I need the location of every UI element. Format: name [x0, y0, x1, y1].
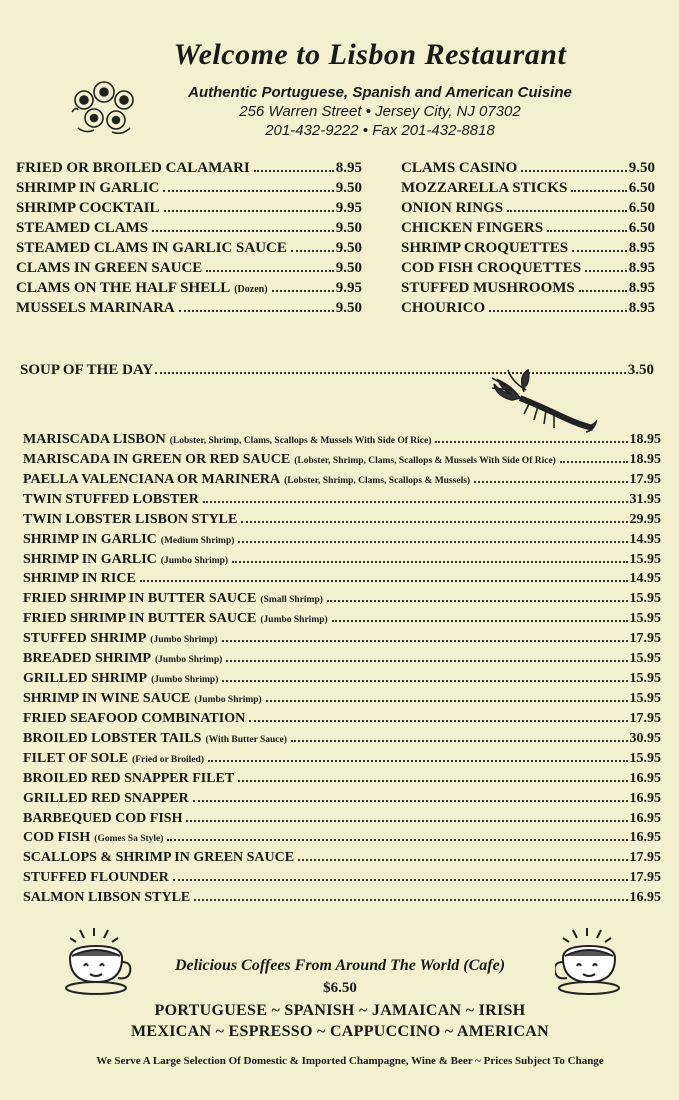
item-price: 8.95: [628, 260, 655, 276]
item-price: 9.95: [335, 200, 362, 216]
item-name: BREADED SHRIMP: [23, 651, 151, 667]
item-price: 8.95: [335, 160, 362, 176]
menu-item-row: [16, 240, 362, 260]
item-price: 30.95: [629, 730, 661, 746]
item-name: ONION RINGS: [401, 200, 504, 216]
item-name: TWIN STUFFED LOBSTER: [23, 491, 199, 507]
item-note: (Small Shrimp): [260, 595, 323, 606]
menu-item-row: [23, 751, 661, 771]
item-note: (Jumbo Shrimp): [151, 675, 219, 686]
page-title: Welcome to Lisbon Restaurant: [173, 38, 567, 71]
dot-leader: [291, 740, 628, 742]
menu-item-row: [23, 731, 661, 751]
item-price: 8.95: [628, 300, 655, 316]
item-price: 3.50: [627, 362, 654, 378]
item-name: GRILLED RED SNAPPER: [23, 790, 189, 806]
item-note: (Medium Shrimp): [160, 535, 235, 546]
coffee-types-line-2: MEXICAN ~ ESPRESSO ~ CAPPUCCINO ~ AMERICAN: [130, 1023, 550, 1040]
dot-leader: [152, 230, 334, 232]
item-price: 17.95: [629, 850, 661, 866]
item-price: 16.95: [629, 810, 661, 826]
dot-leader: [298, 859, 627, 861]
dot-leader: [226, 660, 627, 662]
menu-item-row: [16, 200, 362, 220]
item-price: 14.95: [629, 571, 661, 587]
item-name: SHRIMP COCKTAIL: [16, 200, 160, 216]
item-name: CHOURICO: [401, 300, 486, 316]
menu-item-row: [23, 532, 661, 552]
item-price: 16.95: [629, 830, 661, 846]
item-name: FRIED SEAFOOD COMBINATION: [23, 710, 246, 726]
dot-leader: [194, 899, 627, 901]
item-name: STEAMED CLAMS: [16, 220, 149, 236]
dot-leader: [474, 481, 627, 483]
dot-leader: [521, 170, 626, 172]
item-name: MUSSELS MARINARA: [16, 300, 175, 316]
item-price: 6.50: [628, 200, 655, 216]
item-note: (Gomes Sa Style): [94, 834, 164, 845]
menu-item-row: [16, 180, 362, 200]
menu-item-row: [23, 472, 661, 492]
menu-item-row: [401, 260, 655, 280]
item-note: (Jumbo Shrimp): [154, 655, 223, 666]
item-name: FRIED SHRIMP IN BUTTER SAUCE: [23, 611, 257, 627]
item-name: PAELLA VALENCIANA OR MARINERA: [23, 471, 281, 487]
lobster-icon: [490, 368, 600, 440]
item-name: FRIED OR BROILED CALAMARI: [16, 160, 250, 176]
dot-leader: [571, 190, 626, 192]
item-price: 9.95: [335, 280, 362, 296]
item-price: 17.95: [629, 631, 661, 647]
item-name: STUFFED SHRIMP: [23, 631, 147, 647]
dot-leader: [206, 270, 333, 272]
dot-leader: [560, 461, 628, 463]
dot-leader: [507, 210, 627, 212]
item-name: MARISCADA LISBON: [23, 432, 166, 447]
item-name: TWIN LOBSTER LISBON STYLE: [23, 511, 238, 527]
dot-leader: [173, 879, 628, 881]
menu-item-row: [23, 890, 661, 910]
coffee-price: $6.50: [323, 980, 357, 996]
dot-leader: [222, 640, 628, 642]
item-price: 9.50: [335, 240, 362, 256]
dot-leader: [232, 561, 627, 563]
item-name: SOUP OF THE DAY: [20, 362, 154, 378]
item-note: (Jumbo Shrimp): [160, 555, 229, 566]
item-price: 17.95: [629, 870, 661, 886]
item-name: FILET OF SOLE: [23, 750, 129, 766]
menu-item-row: [401, 240, 655, 260]
item-price: 15.95: [629, 671, 661, 687]
item-name: MOZZARELLA STICKS: [401, 180, 568, 196]
item-price: 15.95: [629, 690, 661, 706]
item-name: COD FISH: [23, 830, 91, 846]
dot-leader: [208, 760, 628, 762]
item-name: SHRIMP IN GARLIC: [16, 180, 160, 196]
item-name: SHRIMP IN WINE SAUCE: [23, 690, 191, 706]
item-price: 8.95: [628, 240, 655, 256]
menu-item-row: [401, 200, 655, 220]
item-price: 18.95: [629, 432, 661, 447]
dot-leader: [272, 290, 334, 292]
item-price: 16.95: [629, 790, 661, 806]
menu-item-row: [23, 571, 661, 591]
menu-item-row: [23, 452, 661, 472]
menu-item-row: [401, 220, 655, 240]
item-price: 29.95: [629, 511, 661, 527]
item-price: 9.50: [628, 160, 655, 176]
item-note: (Lobster, Shrimp, Clams, Scallops & Mussels With Side Of Rice): [169, 436, 432, 446]
item-price: 6.50: [628, 220, 655, 236]
item-name: STEAMED CLAMS IN GARLIC SAUCE: [16, 240, 287, 256]
dot-leader: [572, 250, 627, 252]
address: 256 Warren Street • Jersey City, NJ 07302: [239, 103, 521, 120]
dot-leader: [140, 580, 628, 582]
dot-leader: [241, 521, 627, 523]
dot-leader: [332, 620, 628, 622]
item-name: MARISCADA IN GREEN OR RED SAUCE: [23, 451, 291, 467]
item-price: 9.50: [335, 180, 362, 196]
item-name: SHRIMP IN GARLIC: [23, 551, 157, 567]
item-name: SHRIMP CROQUETTES: [401, 240, 569, 256]
menu-item-row: [401, 300, 655, 320]
menu-item-row: [23, 611, 661, 631]
item-price: 16.95: [629, 770, 661, 786]
flowers-icon: [68, 78, 140, 140]
item-name: CLAMS ON THE HALF SHELL: [16, 280, 231, 296]
item-name: COD FISH CROQUETTES: [401, 260, 582, 276]
menu-item-row: [16, 160, 362, 180]
dot-leader: [222, 680, 627, 682]
appetizers-left-column: [16, 160, 362, 320]
menu-item-row: [23, 432, 661, 452]
item-name: CLAMS CASINO: [401, 160, 518, 176]
item-price: 15.95: [629, 750, 661, 766]
dot-leader: [163, 190, 333, 192]
menu-item-row: [23, 631, 661, 651]
item-name: CHICKEN FINGERS: [401, 220, 544, 236]
item-price: 15.95: [629, 551, 661, 567]
dot-leader: [249, 720, 627, 722]
menu-item-row: [23, 492, 661, 512]
item-note: (Jumbo Shrimp): [194, 694, 262, 705]
item-note: (Jumbo Shrimp): [150, 635, 218, 646]
menu-item-row: [23, 771, 661, 791]
item-name: STUFFED FLOUNDER: [23, 870, 169, 886]
dot-leader: [186, 820, 627, 822]
item-name: SHRIMP IN GARLIC: [23, 531, 157, 547]
item-price: 16.95: [629, 890, 661, 906]
item-name: BROILED LOBSTER TAILS: [23, 730, 202, 746]
coffee-cup-icon: [555, 928, 625, 1000]
dot-leader: [266, 700, 628, 702]
dot-leader: [193, 800, 628, 802]
item-price: 17.95: [629, 471, 661, 487]
menu-item-row: [23, 552, 661, 572]
item-price: 15.95: [629, 611, 661, 627]
menu-item-row: [16, 220, 362, 240]
item-note: (Lobster, Shrimp, Clams, Scallops & Mussels With Side Of Rice): [294, 455, 556, 466]
item-price: 17.95: [629, 710, 661, 726]
menu-item-row: [16, 300, 362, 320]
item-name: BARBEQUED COD FISH: [23, 810, 183, 826]
item-price: 14.95: [629, 531, 661, 547]
menu-item-row: [23, 870, 661, 890]
item-price: 8.95: [628, 280, 655, 296]
item-name: BROILED RED SNAPPER FILET: [23, 770, 235, 786]
item-name: CLAMS IN GREEN SAUCE: [16, 260, 203, 276]
menu-item-row: [23, 791, 661, 811]
dot-leader: [547, 230, 627, 232]
item-price: 9.50: [335, 220, 362, 236]
item-price: 6.50: [628, 180, 655, 196]
menu-item-row: [401, 280, 655, 300]
dot-leader: [435, 441, 627, 443]
dot-leader: [254, 170, 334, 172]
dot-leader: [238, 780, 627, 782]
item-note: (Jumbo Shrimp): [260, 615, 328, 626]
item-name: SALMON LIBSON STYLE: [23, 890, 191, 906]
item-price: 31.95: [629, 491, 661, 507]
dot-leader: [179, 310, 334, 312]
dot-leader: [579, 290, 627, 292]
item-note: (With Butter Sauce): [205, 734, 287, 745]
item-name: SCALLOPS & SHRIMP IN GREEN SAUCE: [23, 850, 295, 866]
item-price: 9.50: [335, 260, 362, 276]
menu-item-row: [23, 830, 661, 850]
menu-item-row: [23, 711, 661, 731]
entrees-list: [23, 432, 661, 910]
menu-item-row: [23, 850, 661, 870]
item-price: 18.95: [629, 451, 661, 467]
item-price: 9.50: [335, 300, 362, 316]
item-name: SHRIMP IN RICE: [23, 571, 136, 587]
cuisine-subtitle: Authentic Portuguese, Spanish and American Cuisine: [188, 84, 572, 101]
dot-leader: [164, 210, 334, 212]
item-name: FRIED SHRIMP IN BUTTER SAUCE: [23, 591, 257, 607]
dot-leader: [585, 270, 627, 272]
item-name: STUFFED MUSHROOMS: [401, 280, 575, 296]
menu-item-row: [23, 591, 661, 611]
phone-fax: 201-432-9222 • Fax 201-432-8818: [265, 122, 495, 139]
menu-item-row: [401, 160, 655, 180]
coffee-title: Delicious Coffees From Around The World (Cafe): [174, 957, 506, 974]
menu-item-row: [16, 260, 362, 280]
appetizers-right-column: [401, 160, 655, 320]
menu-item-row: [23, 671, 661, 691]
item-name: GRILLED SHRIMP: [23, 671, 148, 687]
menu-item-row: [23, 811, 661, 831]
dot-leader: [327, 600, 628, 602]
dot-leader: [167, 839, 627, 841]
menu-item-row: [23, 512, 661, 532]
menu-item-row: [16, 280, 362, 300]
dot-leader: [203, 501, 628, 503]
item-note: (Fried or Broiled): [132, 754, 204, 765]
item-price: 15.95: [629, 651, 661, 667]
menu-item-row: [23, 691, 661, 711]
item-price: 15.95: [629, 591, 661, 607]
menu-item-row: [401, 180, 655, 200]
coffee-cup-icon: [62, 928, 132, 1000]
dot-leader: [238, 541, 627, 543]
coffee-types-line-1: PORTUGUESE ~ SPANISH ~ JAMAICAN ~ IRISH: [154, 1002, 526, 1019]
footer-note: We Serve A Large Selection Of Domestic & Imported Champagne, Wine & Beer ~ Prices Subject To Change: [96, 1055, 604, 1067]
item-note: (Dozen): [234, 284, 268, 295]
dot-leader: [291, 250, 334, 252]
item-note: (Lobster, Shrimp, Clams, Scallops & Mussels): [284, 475, 471, 486]
dot-leader: [489, 310, 627, 312]
menu-item-row: [23, 651, 661, 671]
